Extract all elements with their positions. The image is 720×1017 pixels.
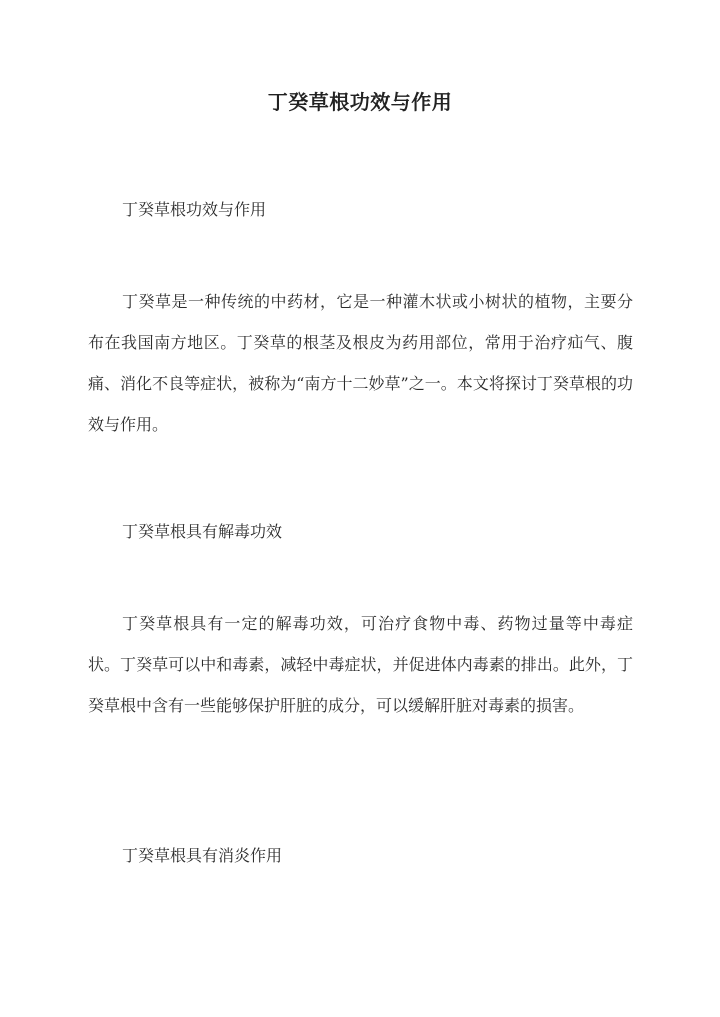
section-heading-detox: 丁癸草根具有解毒功效 [122, 522, 283, 541]
document-title: 丁癸草根功效与作用 [267, 90, 453, 114]
section-heading-intro: 丁癸草根功效与作用 [122, 200, 267, 219]
paragraph-detox: 丁癸草根具有一定的解毒功效，可治疗食物中毒、药物过量等中毒症状。丁癸草可以中和毒素，减轻中毒症状，并促进体内毒素的排出。此外，丁癸草根中含有一些能够保护肝脏的成分，可以缓解肝脏对毒素的损害。 [88, 614, 633, 715]
paragraph-intro: 丁癸草是一种传统的中药材，它是一种灌木状或小树状的植物，主要分布在我国南方地区。丁癸草的根茎及根皮为药用部位，常用于治疗疝气、腹痛、消化不良等症状，被称为“南方十二妙草”之一。本文将探讨丁癸草根的功效与作用。 [88, 292, 633, 434]
section-heading-anti-inflammatory: 丁癸草根具有消炎作用 [122, 846, 283, 865]
